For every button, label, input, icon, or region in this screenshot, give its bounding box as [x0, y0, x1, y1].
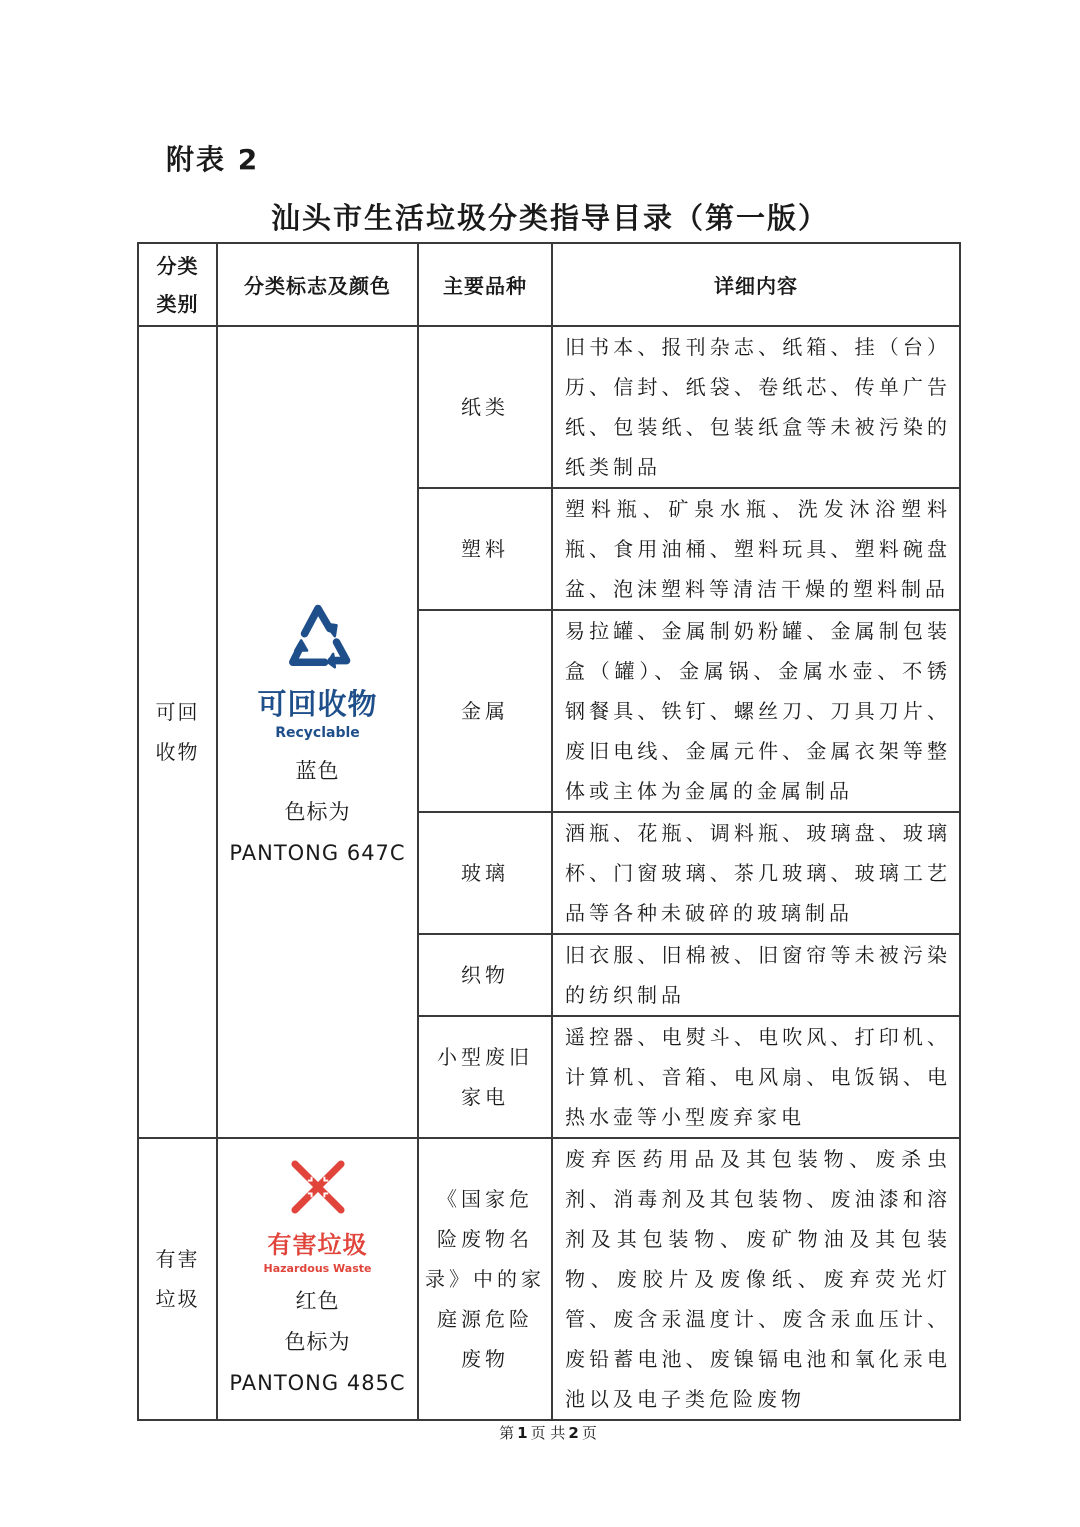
page-title: 汕头市生活垃圾分类指导目录（第一版）	[270, 201, 829, 235]
table-row	[138, 326, 960, 488]
category-hazardous	[138, 1138, 217, 1420]
hazardous-color-label: 色标为	[284, 1329, 351, 1354]
recyclable-color-label: 色标为	[284, 800, 351, 824]
page-footer	[0, 1422, 1080, 1443]
header-category-line2: 类别	[156, 291, 199, 316]
item-metal: 金属	[418, 610, 552, 812]
footer-total-pages: 2	[568, 1424, 579, 1442]
category-recyclable-line2: 收物	[155, 740, 200, 764]
footer-page-number: 1	[517, 1424, 528, 1442]
header-category	[138, 243, 217, 326]
recyclable-pantone: PANTONG 647C	[229, 841, 406, 865]
detail-glass: 酒瓶、花瓶、调料瓶、玻璃盘、玻璃杯、门窗玻璃、茶几玻璃、玻璃工艺品等各种未破碎的玻璃制品	[552, 812, 960, 934]
header-category-line1: 分类	[156, 253, 199, 278]
classification-table	[137, 242, 961, 1421]
header-details: 详细内容	[552, 243, 960, 326]
table-header-row	[138, 243, 960, 326]
hazardous-x-icon	[286, 1155, 350, 1219]
sign-recyclable	[217, 326, 418, 1138]
header-items: 主要品种	[418, 243, 552, 326]
hazardous-color-name: 红色	[295, 1288, 340, 1313]
recycle-icon	[276, 590, 360, 674]
detail-paper: 旧书本、报刊杂志、纸箱、挂（台）历、信封、纸袋、卷纸芯、传单广告纸、包装纸、包装纸盒等未被污染的纸类制品	[552, 326, 960, 488]
item-appliance-line1: 小型废旧	[437, 1045, 533, 1069]
item-hazardous-line: 庭源危险	[437, 1307, 533, 1331]
item-hazardous-line: 险废物名	[437, 1227, 533, 1251]
item-hazardous	[418, 1138, 552, 1420]
item-glass: 玻璃	[418, 812, 552, 934]
recyclable-logo-text: 可回收物	[257, 687, 378, 721]
category-recyclable	[138, 326, 217, 1138]
item-hazardous-line: 《国家危	[437, 1187, 533, 1211]
detail-textile: 旧衣服、旧棉被、旧窗帘等未被污染的纺织制品	[552, 934, 960, 1016]
recyclable-logo-text-en: Recyclable	[275, 725, 360, 741]
hazardous-logo-text: 有害垃圾	[267, 1230, 368, 1259]
sign-hazardous	[217, 1138, 418, 1420]
item-appliance	[418, 1016, 552, 1138]
item-paper: 纸类	[418, 326, 552, 488]
recyclable-color-name: 蓝色	[295, 759, 340, 783]
detail-hazardous: 废弃医药用品及其包装物、废杀虫剂、消毒剂及其包装物、废油漆和溶剂及其包装物、废矿物油及其包装物、废胶片及废像纸、废弃荧光灯管、废含汞温度计、废含汞血压计、废铅蓄电池、废镍镉电池和氧化汞电池以及电子类危险废物	[552, 1138, 960, 1420]
header-sign: 分类标志及颜色	[217, 243, 418, 326]
detail-metal: 易拉罐、金属制奶粉罐、金属制包装盒（罐）、金属锅、金属水壶、不锈钢餐具、铁钉、螺丝刀、刀具刀片、废旧电线、金属元件、金属衣架等整体或主体为金属的金属制品	[552, 610, 960, 812]
category-hazardous-line2: 垃圾	[155, 1287, 200, 1311]
item-appliance-line2: 家电	[461, 1085, 509, 1109]
footer-suffix: 页	[581, 1424, 597, 1442]
item-plastic: 塑料	[418, 488, 552, 610]
category-hazardous-line1: 有害	[155, 1247, 200, 1271]
item-hazardous-line: 录》中的家	[425, 1267, 545, 1291]
appendix-label: 附表 2	[166, 143, 260, 176]
detail-plastic: 塑料瓶、矿泉水瓶、洗发沐浴塑料瓶、食用油桶、塑料玩具、塑料碗盘盆、泡沫塑料等清洁干燥的塑料制品	[552, 488, 960, 610]
item-textile: 织物	[418, 934, 552, 1016]
detail-appliance: 遥控器、电熨斗、电吹风、打印机、计算机、音箱、电风扇、电饭锅、电热水壶等小型废弃家电	[552, 1016, 960, 1138]
hazardous-logo-text-en: Hazardous Waste	[263, 1261, 372, 1275]
footer-prefix: 第	[499, 1424, 515, 1442]
category-recyclable-line1: 可回	[155, 700, 200, 724]
footer-middle: 页 共	[530, 1424, 566, 1442]
table-row	[138, 1138, 960, 1420]
hazardous-pantone: PANTONG 485C	[229, 1370, 406, 1395]
item-hazardous-line: 废物	[461, 1347, 509, 1371]
